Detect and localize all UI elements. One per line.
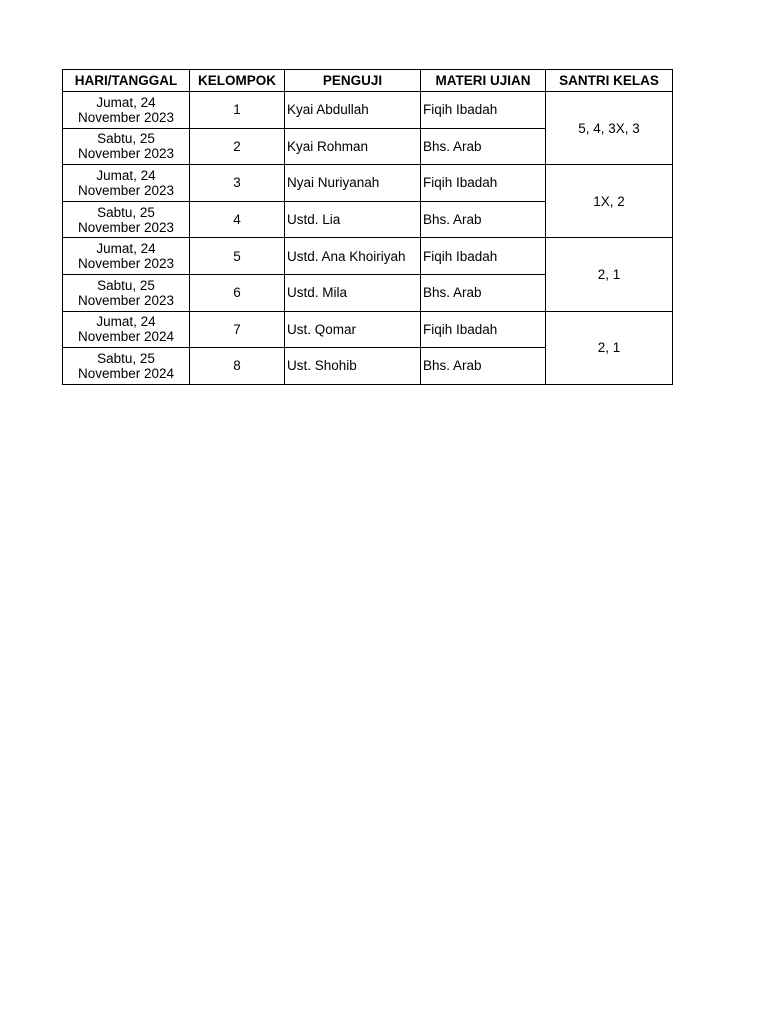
date-cell [63,201,190,238]
day-text: Jumat, 24 [96,314,156,330]
classes-cell: 2, 1 [546,238,673,311]
examiner-cell: Kyai Rohman [285,128,421,165]
table-row [63,165,673,202]
day-text: Sabtu, 25 [97,204,155,220]
month-year-text: November 2023 [77,256,175,272]
date-cell [63,311,190,348]
group-cell: 4 [190,201,285,238]
date-cell [63,274,190,311]
subject-cell: Bhs. Arab [421,201,546,238]
date-cell [63,165,190,202]
date-cell [63,128,190,165]
examiner-cell: Nyai Nuriyanah [285,165,421,202]
subject-cell: Bhs. Arab [421,348,546,385]
subject-cell: Fiqih Ibadah [421,165,546,202]
classes-cell: 2, 1 [546,311,673,384]
examiner-cell: Ustd. Lia [285,201,421,238]
day-text: Jumat, 24 [96,167,156,183]
date-cell [63,348,190,385]
exam-schedule-table [62,69,673,385]
header-examiner: PENGUJI [285,70,421,92]
subject-cell: Fiqih Ibadah [421,92,546,129]
month-year-text: November 2023 [77,146,175,162]
classes-cell: 1X, 2 [546,165,673,238]
header-date: HARI/TANGGAL [63,70,190,92]
examiner-cell: Ustd. Ana Khoiriyah [285,238,421,275]
header-subject: MATERI UJIAN [421,70,546,92]
month-year-text: November 2024 [77,329,175,345]
table-row [63,311,673,348]
group-cell: 2 [190,128,285,165]
table-row [63,238,673,275]
date-cell [63,92,190,129]
subject-cell: Bhs. Arab [421,274,546,311]
classes-cell: 5, 4, 3X, 3 [546,92,673,165]
month-year-text: November 2023 [77,292,175,308]
subject-cell: Fiqih Ibadah [421,311,546,348]
month-year-text: November 2023 [77,219,175,235]
month-year-text: November 2023 [77,182,175,198]
group-cell: 3 [190,165,285,202]
day-text: Sabtu, 25 [97,350,155,366]
subject-cell: Bhs. Arab [421,128,546,165]
header-classes: SANTRI KELAS [546,70,673,92]
group-cell: 8 [190,348,285,385]
examiner-cell: Ustd. Mila [285,274,421,311]
group-cell: 5 [190,238,285,275]
group-cell: 7 [190,311,285,348]
examiner-cell: Kyai Abdullah [285,92,421,129]
subject-cell: Fiqih Ibadah [421,238,546,275]
group-cell: 1 [190,92,285,129]
table-row [63,92,673,129]
schedule-sheet [62,69,673,385]
day-text: Sabtu, 25 [97,131,155,147]
date-cell [63,238,190,275]
examiner-cell: Ust. Qomar [285,311,421,348]
header-row [63,70,673,92]
day-text: Sabtu, 25 [97,277,155,293]
group-cell: 6 [190,274,285,311]
header-group: KELOMPOK [190,70,285,92]
day-text: Jumat, 24 [96,241,156,257]
month-year-text: November 2023 [77,109,175,125]
month-year-text: November 2024 [77,365,175,381]
examiner-cell: Ust. Shohib [285,348,421,385]
day-text: Jumat, 24 [96,94,156,110]
